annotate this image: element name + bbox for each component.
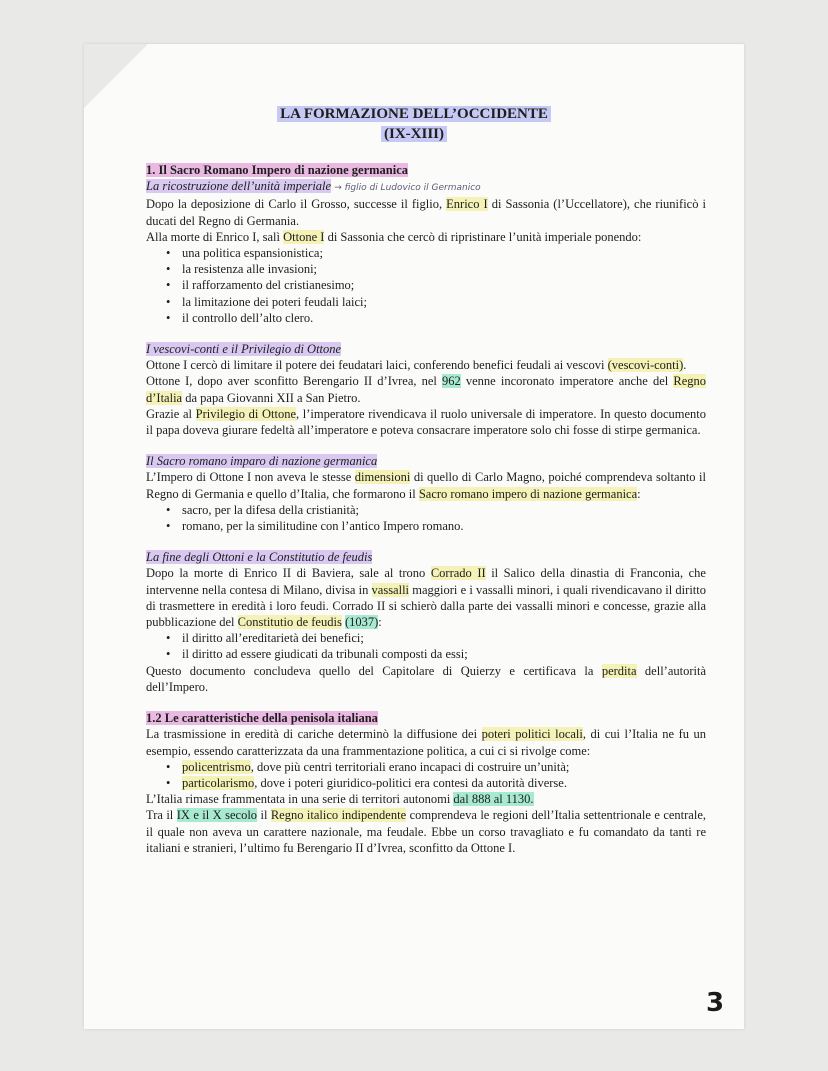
list-item: • particolarismo, dove i poteri giuridico-politici era contesi da autorità diverse. xyxy=(182,775,706,791)
paragraph: La trasmissione in eredità di cariche determinò la diffusione dei poteri politici locali, di cui l’Italia ne fu un esempio, essendo caratterizzata da una frammentazione politica, a cui ci si rivolge come: xyxy=(146,727,706,758)
paragraph: Dopo la deposizione di Carlo il Grosso, successe il figlio, Enrico I di Sassonia (l’Uccellatore), che riunificò i ducati del Regno di Germania. xyxy=(146,197,706,228)
list-item: • la resistenza alle invasioni; xyxy=(182,261,706,277)
subheading: Il Sacro romano imparo di nazione germanica xyxy=(146,454,378,469)
section-sacro-romano-impero xyxy=(146,162,706,326)
bullet-list xyxy=(146,245,706,326)
document-title xyxy=(0,104,828,144)
list-item: • il controllo dell’alto clero. xyxy=(182,310,706,326)
list-item: • il diritto all’ereditarietà dei benefici; xyxy=(182,630,706,646)
list-item: • policentrismo, dove più centri territoriali erano incapaci di costruire un’unità; xyxy=(182,759,706,775)
bullet-list xyxy=(146,502,706,534)
paragraph: Ottone I, dopo aver sconfitto Berengario II d’Ivrea, nel 962 venne incoronato imperatore anche del Regno d’Italia da papa Giovanni XII a San Pietro. xyxy=(146,374,706,405)
bullet-list xyxy=(146,759,706,791)
list-item: • romano, per la similitudine con l’antico Impero romano. xyxy=(182,518,706,534)
paragraph: Questo documento concludeva quello del Capitolare di Quierzy e certificava la perdita dell’autorità dell’Impero. xyxy=(146,663,707,694)
paragraph: Alla morte di Enrico I, salì Ottone I di Sassonia che cercò di ripristinare l’unità imperiale ponendo: xyxy=(146,229,642,244)
section-heading: 1. Il Sacro Romano Impero di nazione germanica xyxy=(146,163,409,177)
paragraph: Tra il IX e il X secolo il Regno italico indipendente comprendeva le regioni dell’Italia settentrionale e centrale, il quale non aveva un carattere nazionale, ma feudale. Ebbe un corso travagliato e fu comandato da tanti re italiani e stranieri, l’ultimo fu Berengario II d’Ivrea, sconfitto da Ottone I. xyxy=(146,808,706,855)
handwritten-note: → figlio di Ludovico il Germanico xyxy=(334,183,481,194)
title-line-1: LA FORMAZIONE DELL’OCCIDENTE xyxy=(277,106,551,122)
paragraph: Dopo la morte di Enrico II di Baviera, sale al trono Corrado II il Salico della dinastia di Franconia, che intervenne nella contesa di Milano, divisa in vassalli maggiori e i vassalli minori, i quali rivendicavano il diritto di trasmettere in eredità i loro feudi. Corrado II si schierò dalla parte dei vassalli minori e concesse, grazie alla pubblicazione del Constitutio de feudis (1037): xyxy=(146,566,706,630)
list-item: • sacro, per la difesa della cristianità; xyxy=(182,502,706,518)
list-item: • il rafforzamento del cristianesimo; xyxy=(182,277,706,293)
section-fine-degli-ottoni xyxy=(146,549,706,695)
section-sacro-romano-impero-nazione xyxy=(146,453,706,534)
paragraph: L’Italia rimase frammentata in una serie di territori autonomi dal 888 al 1130. xyxy=(146,792,534,807)
list-item: • una politica espansionistica; xyxy=(182,245,706,261)
bullet-list xyxy=(146,630,706,662)
paragraph: Ottone I cercò di limitare il potere dei feudatari laici, conferendo benefici feudali ai vescovi (vescovi-conti). xyxy=(146,358,687,373)
folded-corner xyxy=(84,44,148,108)
subheading: La fine degli Ottoni e la Constitutio de feudis xyxy=(146,550,373,565)
subheading: I vescovi-conti e il Privilegio di Ottone xyxy=(146,342,342,357)
paragraph: L’Impero di Ottone I non aveva le stesse dimensioni di quello di Carlo Magno, poiché comprendeva soltanto il Regno di Germania e quello d’Italia, che formarono il Sacro romano impero di nazione germanica: xyxy=(146,470,706,501)
section-heading: 1.2 Le caratteristiche della penisola italiana xyxy=(146,711,378,726)
title-line-2: (IX-XIII) xyxy=(381,126,447,142)
list-item: • il diritto ad essere giudicati da tribunali composti da essi; xyxy=(182,646,706,662)
section-penisola-italiana xyxy=(146,710,706,856)
document-body xyxy=(146,162,706,871)
section-vescovi-conti xyxy=(146,341,706,438)
paragraph: Grazie al Privilegio di Ottone, l’imperatore rivendicava il ruolo universale di imperatore. In questo documento il papa doveva giurare fedeltà all’imperatore e poteva consacrare imperatore solo chi fosse di stirpe germanica. xyxy=(146,406,706,438)
list-item: • la limitazione dei poteri feudali laici; xyxy=(182,294,706,310)
page-number: 3 xyxy=(706,988,725,1018)
subheading: La ricostruzione dell’unità imperiale xyxy=(146,179,332,194)
